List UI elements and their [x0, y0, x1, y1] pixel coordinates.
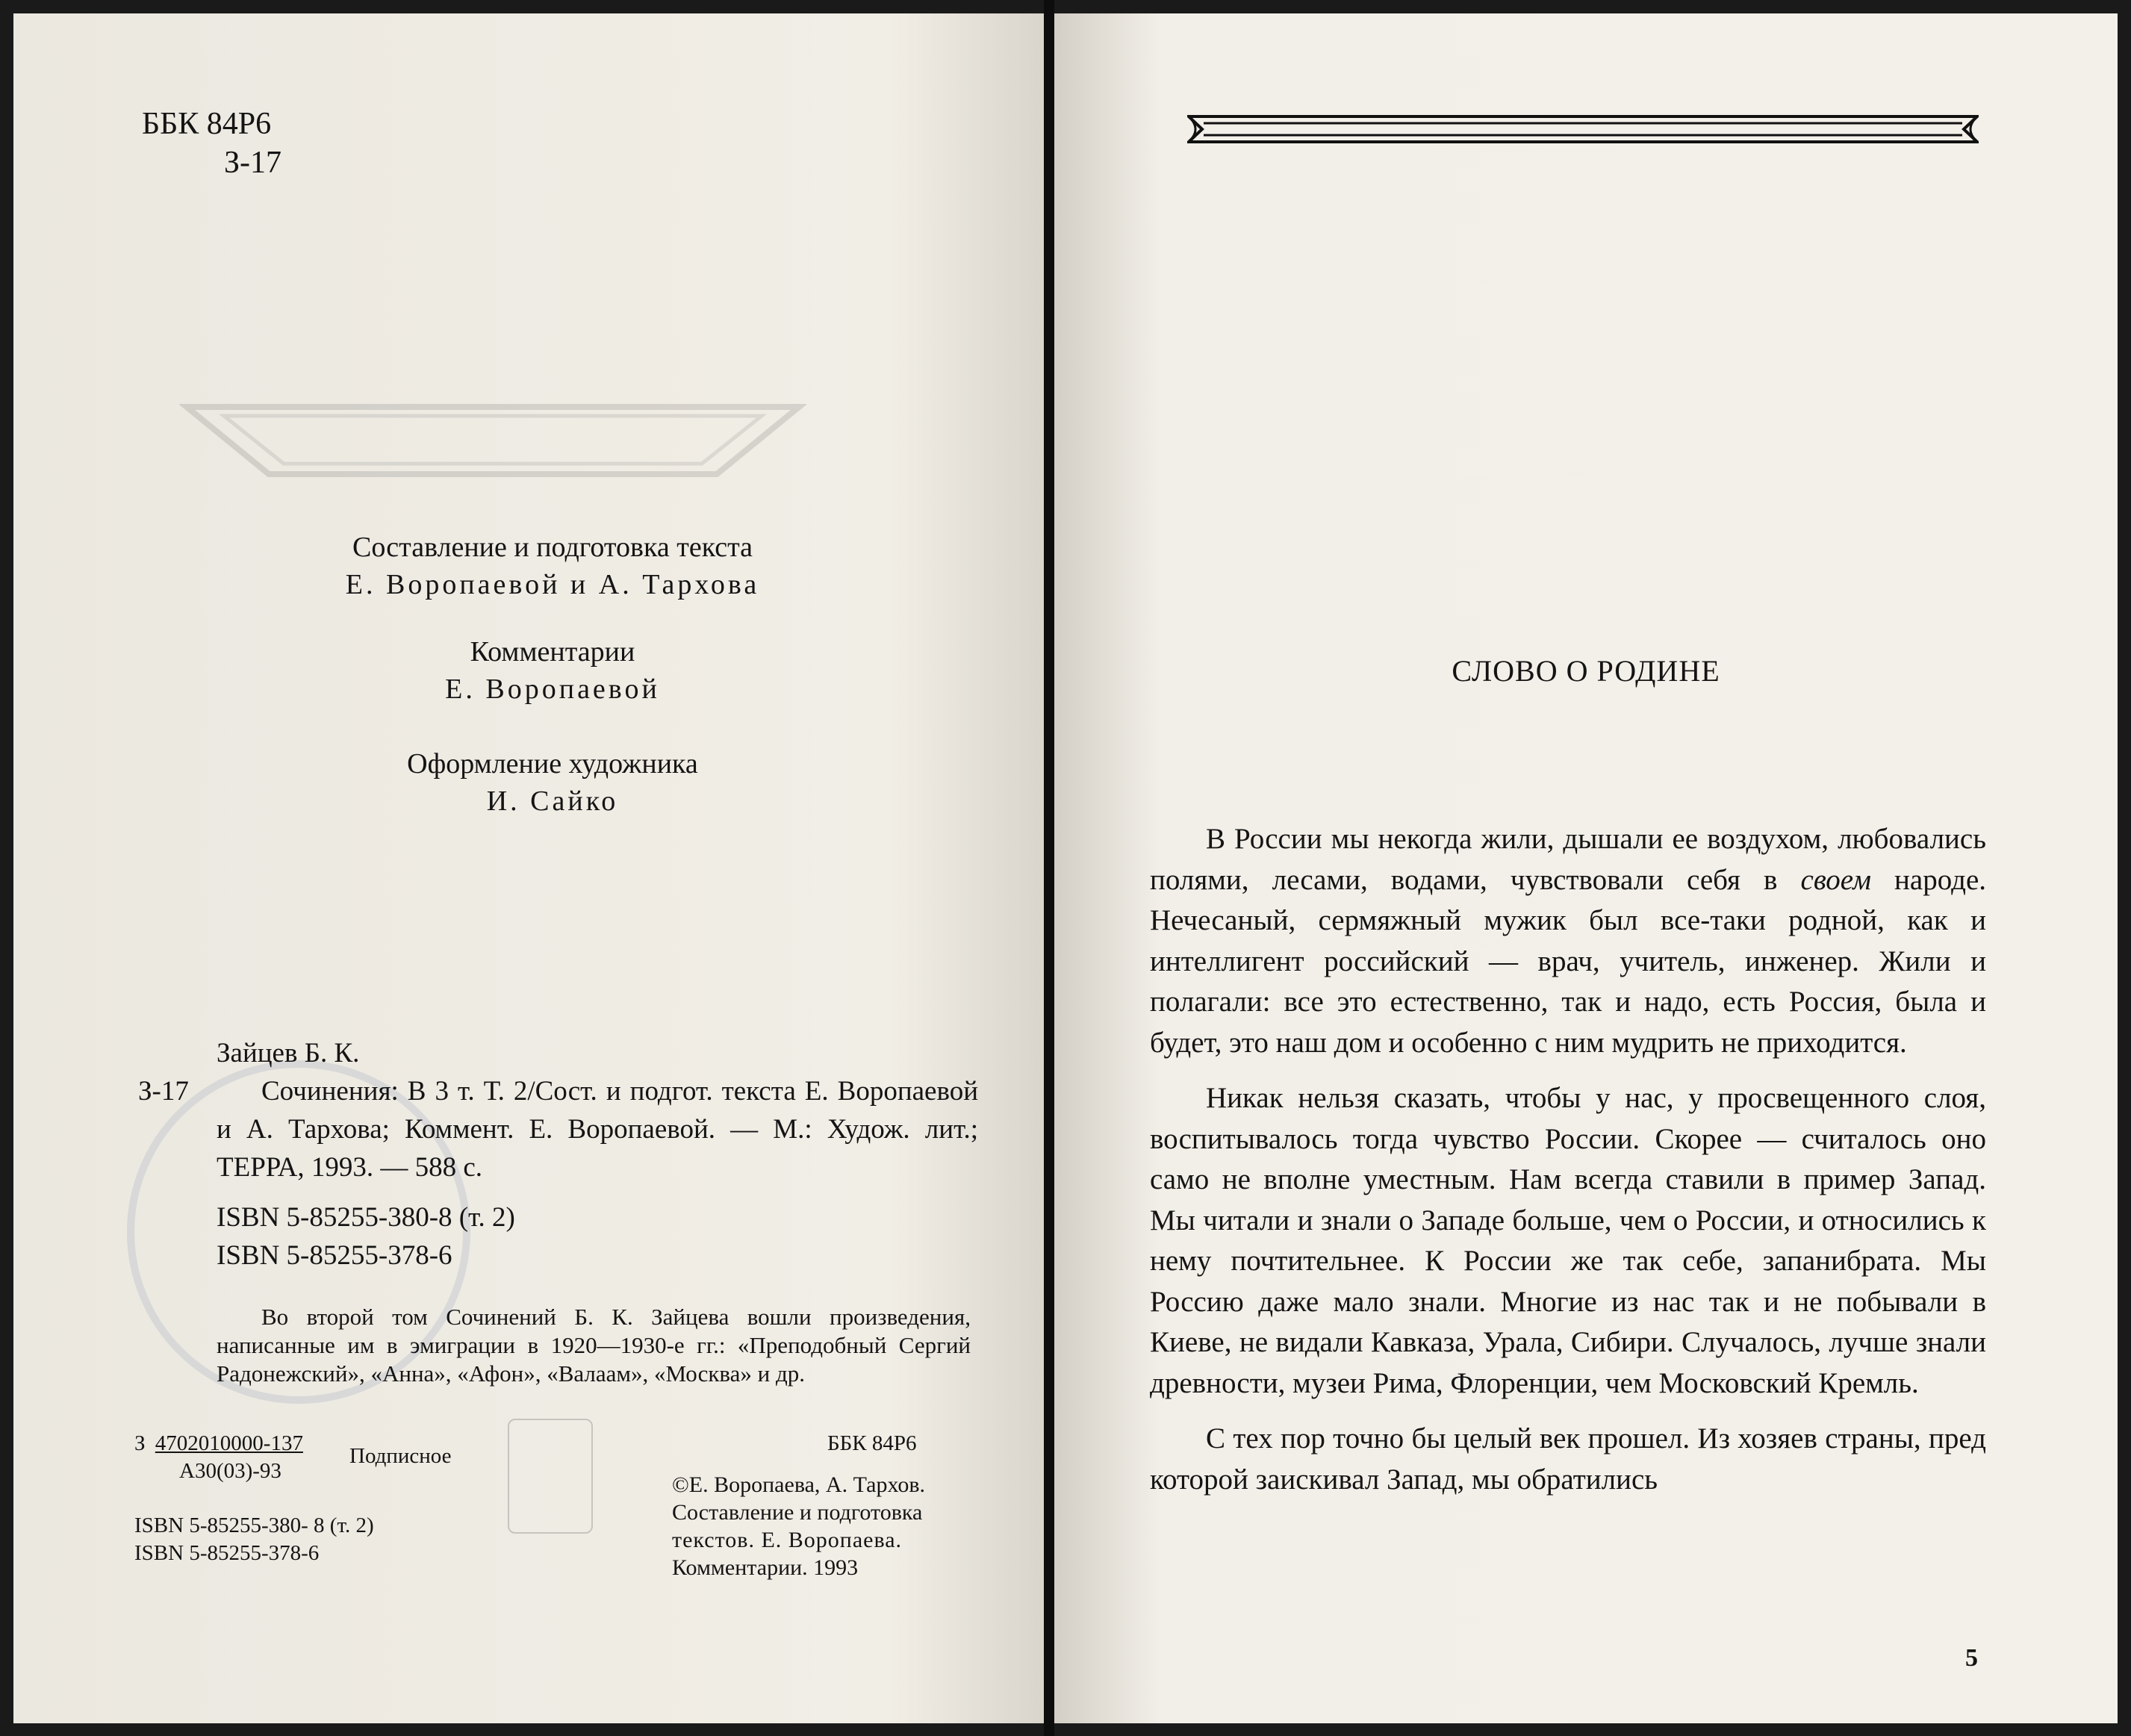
credit-role: Оформление художника [407, 748, 698, 780]
header-ornament-icon [1187, 112, 1979, 146]
footer-isbn [134, 1512, 374, 1567]
credit-names: Е. Воропаевой и А. Тархова [345, 569, 760, 600]
paragraph-text: народе. Нечесаный, сермяжный мужик был все-таки родной, как и интеллигент российский — врач, учитель, инженер. Жили и полагали: все это естественно, так и надо, есть Россия, была и будет, это наш дом и особенно с ним мудрить не приходится. [1150, 863, 1987, 1059]
bbk-block [142, 105, 281, 182]
publisher-logo-icon [508, 1419, 593, 1534]
footer-isbn-volume: ISBN 5-85255-380- 8 (т. 2) [134, 1513, 374, 1537]
credit-compilation [224, 529, 881, 603]
bleed-through-ornament [179, 399, 806, 482]
record-isbn-set: ISBN 5-85255-378-6 [217, 1240, 452, 1271]
copyright-line: текстов. Е. Воропаева. [672, 1528, 903, 1552]
page-number: 5 [1965, 1644, 1978, 1672]
annotation: Во второй том Сочинений Б. К. Зайцева вошли произведения, написанные им в эмиграции в 1920—1930-е гг.: «Преподобный Сергий Радонежский», «Анна», «Афон», «Валаам», «Москва» и др. [217, 1304, 971, 1387]
footer-subscription: Подписное [349, 1444, 452, 1468]
record-author: Зайцев Б. К. [217, 1038, 360, 1068]
record-code: З-17 [138, 1076, 189, 1107]
copyright-line: ©Е. Воропаева, А. Тархов. [672, 1472, 925, 1497]
bbk-code: ББК 84Р6 [142, 107, 272, 141]
footer-prefix: З [134, 1431, 146, 1455]
credit-names: Е. Воропаевой [445, 673, 660, 705]
credit-design [224, 745, 881, 820]
record-description: Сочинения: В 3 т. Т. 2/Сост. и подгот. текста Е. Воропаевой и А. Тархова; Коммент. Е. Воропаевой. — М.: Худож. лит.; ТЕРРА, 1993. — 588 с. [217, 1076, 978, 1183]
bibliographic-record [138, 1034, 978, 1275]
chapter-title: СЛОВО О РОДИНЕ [1452, 654, 1720, 688]
credit-role: Комментарии [470, 636, 635, 668]
credit-names: И. Сайко [486, 785, 619, 817]
footer-bbk: ББК 84Р6 [827, 1431, 917, 1455]
footer-index [134, 1430, 303, 1485]
footer-sub: А30(03)-93 [179, 1459, 281, 1483]
credit-comments [224, 633, 881, 708]
paragraph [1150, 819, 1986, 1063]
emphasis: своем [1800, 863, 1871, 896]
book-gutter [1044, 0, 1054, 1736]
chapter-body [1150, 819, 1986, 1515]
paragraph: Никак нельзя сказать, чтобы у нас, у просвещенного слоя, воспитывалось тогда чувство России. Скорее — считалось оно само не вполне уместным. Нам всегда ставили в пример Запад. Мы читали и знали о Западе больше, чем о России, и относились к нему почтительнее. К России же так себе, запанибрата. Мы Россию даже мало знали. Многие из нас так и не побывали в Киеве, не видали Кавказа, Урала, Сибири. Случалось, лучше знали древности, музеи Рима, Флоренции, чем Московский Кремль. [1150, 1082, 1986, 1399]
record-isbn-volume: ISBN 5-85255-380-8 (т. 2) [217, 1202, 515, 1233]
paragraph: С тех пор точно бы целый век прошел. Из хозяев страны, пред которой заискивал Запад, мы обратились [1150, 1422, 1986, 1496]
credit-role: Составление и подготовка текста [352, 532, 753, 563]
copyright-line: Комментарии. 1993 [672, 1555, 859, 1580]
copyright-block [672, 1471, 925, 1581]
footer-number: 4702010000-137 [155, 1431, 303, 1455]
copyright-line: Составление и подготовка [672, 1500, 923, 1525]
footer-isbn-set: ISBN 5-85255-378-6 [134, 1541, 320, 1565]
author-mark: З-17 [224, 146, 282, 180]
paragraph-text: В России мы некогда жили, дышали ее воздухом, любовались полями, лесами, водами, чувствовали себя в [1150, 823, 1986, 896]
